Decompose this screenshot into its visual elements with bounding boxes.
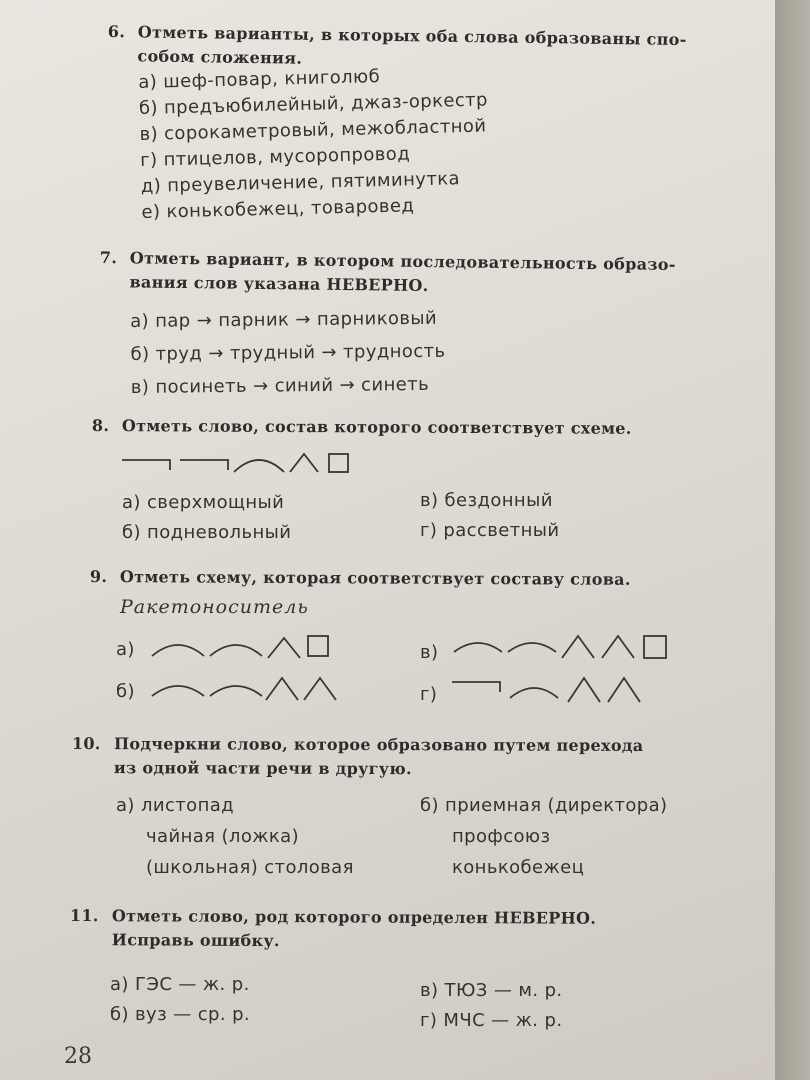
q8-option-v[interactable]: в) бездонный <box>420 490 553 511</box>
q9-target-word: Ракетоноситель <box>120 596 309 618</box>
q9-scheme-v[interactable] <box>450 630 690 664</box>
question-10-column-a <box>116 790 354 883</box>
question-11 <box>70 904 596 955</box>
q8-option-a[interactable]: а) сверхмощный <box>122 492 285 513</box>
suffix-mark-icon <box>568 678 600 702</box>
ending-mark-icon <box>308 636 328 656</box>
question-9 <box>90 565 631 592</box>
question-9-number: 9. <box>89 567 108 587</box>
question-11-options-right <box>420 976 563 1036</box>
question-8-number: 8. <box>91 415 110 436</box>
root-mark-icon <box>234 460 284 472</box>
question-8-options-left <box>122 488 291 548</box>
question-8 <box>92 414 632 441</box>
page-number: 28 <box>64 1044 92 1069</box>
question-11-text-line1: Отметь слово, род которого определен НЕВЕРНО. <box>111 906 597 928</box>
q6-option-v[interactable]: в) сорокаметровый, межобластной <box>139 115 487 145</box>
question-6-number: 6. <box>107 21 126 42</box>
question-7-text-line1: Отметь вариант, в котором последовательность образо- <box>129 248 676 275</box>
suffix-mark-icon <box>304 678 336 700</box>
root-mark-icon <box>210 645 262 656</box>
question-7-options <box>130 302 446 404</box>
q8-option-b[interactable]: б) подневольный <box>122 522 292 543</box>
q7-option-v[interactable]: в) посинеть → синий → синеть <box>130 373 430 398</box>
question-10-text-line1: Подчеркни слово, которое образовано путем перехода <box>113 734 644 755</box>
suffix-mark-icon <box>562 636 594 658</box>
question-7 <box>99 246 675 301</box>
q9-option-b-label[interactable]: б) <box>116 681 135 702</box>
q9-scheme-g[interactable] <box>452 672 672 706</box>
q6-option-g[interactable]: г) птицелов, мусоропровод <box>139 143 411 171</box>
question-6-text-line1: Отметь варианты, в которых оба слова образованы спо- <box>137 22 687 50</box>
question-6-options <box>138 61 491 225</box>
root-mark-icon <box>454 643 502 652</box>
question-8-text-line1: Отметь слово, состав которого соответствует схеме. <box>121 416 632 438</box>
q10-word-a3[interactable]: (школьная) столовая <box>146 857 354 878</box>
question-10-text-line2: из одной части речи в другую. <box>113 758 412 779</box>
question-7-text-line2: вания слов указана НЕВЕРНО. <box>129 272 429 296</box>
q9-scheme-b[interactable] <box>148 674 348 704</box>
q8-option-g[interactable]: г) рассветный <box>420 520 560 541</box>
question-10 <box>72 732 644 782</box>
q10-word-b3[interactable]: конькобежец <box>452 857 585 878</box>
prefix-mark-icon <box>180 460 228 470</box>
q8-morpheme-scheme <box>122 448 362 478</box>
q6-option-d[interactable]: д) преувеличение, пятиминутка <box>140 168 461 197</box>
q7-option-b[interactable]: б) труд → трудный → трудность <box>130 340 446 365</box>
question-10-number: 10. <box>71 734 101 754</box>
suffix-mark-icon <box>266 678 298 700</box>
q11-option-g[interactable]: г) МЧС — ж. р. <box>420 1010 563 1031</box>
suffix-mark-icon <box>608 678 640 702</box>
q6-option-b[interactable]: б) предъюбилейный, джаз-оркестр <box>138 89 489 119</box>
root-mark-icon <box>510 688 558 698</box>
ending-mark-icon <box>644 636 666 658</box>
q10-word-b1[interactable]: б) приемная (директора) <box>420 795 668 816</box>
q11-option-b[interactable]: б) вуз — ср. р. <box>110 1004 251 1025</box>
q6-option-a[interactable]: а) шеф-повар, книголюб <box>138 66 381 93</box>
question-10-column-b <box>420 790 667 883</box>
root-mark-icon <box>508 643 556 652</box>
question-8-options-right <box>420 486 560 546</box>
q11-option-v[interactable]: в) ТЮЗ — м. р. <box>420 980 563 1001</box>
q9-option-a-label[interactable]: а) <box>116 639 135 660</box>
q9-option-g-label[interactable]: г) <box>420 684 438 705</box>
question-11-text-line2: Исправь ошибку. <box>111 930 280 951</box>
q7-option-a[interactable]: а) пар → парник → парниковый <box>130 307 438 332</box>
q11-option-a[interactable]: а) ГЭС — ж. р. <box>110 974 250 995</box>
root-mark-icon <box>152 645 204 656</box>
q10-word-a1[interactable]: а) листопад <box>116 795 235 816</box>
q9-scheme-a[interactable] <box>148 632 338 662</box>
q10-word-b2[interactable]: профсоюз <box>452 826 551 847</box>
suffix-mark-icon <box>290 454 318 472</box>
question-11-options-left <box>110 970 250 1030</box>
adjacent-page-edge <box>775 0 810 1080</box>
root-mark-icon <box>210 686 262 696</box>
question-11-number: 11. <box>69 906 99 926</box>
question-6-text-line2: собом сложения. <box>137 46 303 68</box>
question-9-text-line1: Отметь схему, которая соответствует составу слова. <box>119 567 631 589</box>
question-7-number: 7. <box>99 247 118 268</box>
suffix-mark-icon <box>602 636 634 658</box>
prefix-mark-icon <box>452 682 500 692</box>
q6-option-e[interactable]: е) конькобежец, товаровед <box>141 195 415 223</box>
suffix-mark-icon <box>268 638 300 658</box>
ending-mark-icon <box>329 454 348 472</box>
root-mark-icon <box>152 686 204 696</box>
prefix-mark-icon <box>122 460 170 470</box>
q10-word-a2[interactable]: чайная (ложка) <box>146 826 299 847</box>
q9-option-v-label[interactable]: в) <box>420 642 439 663</box>
